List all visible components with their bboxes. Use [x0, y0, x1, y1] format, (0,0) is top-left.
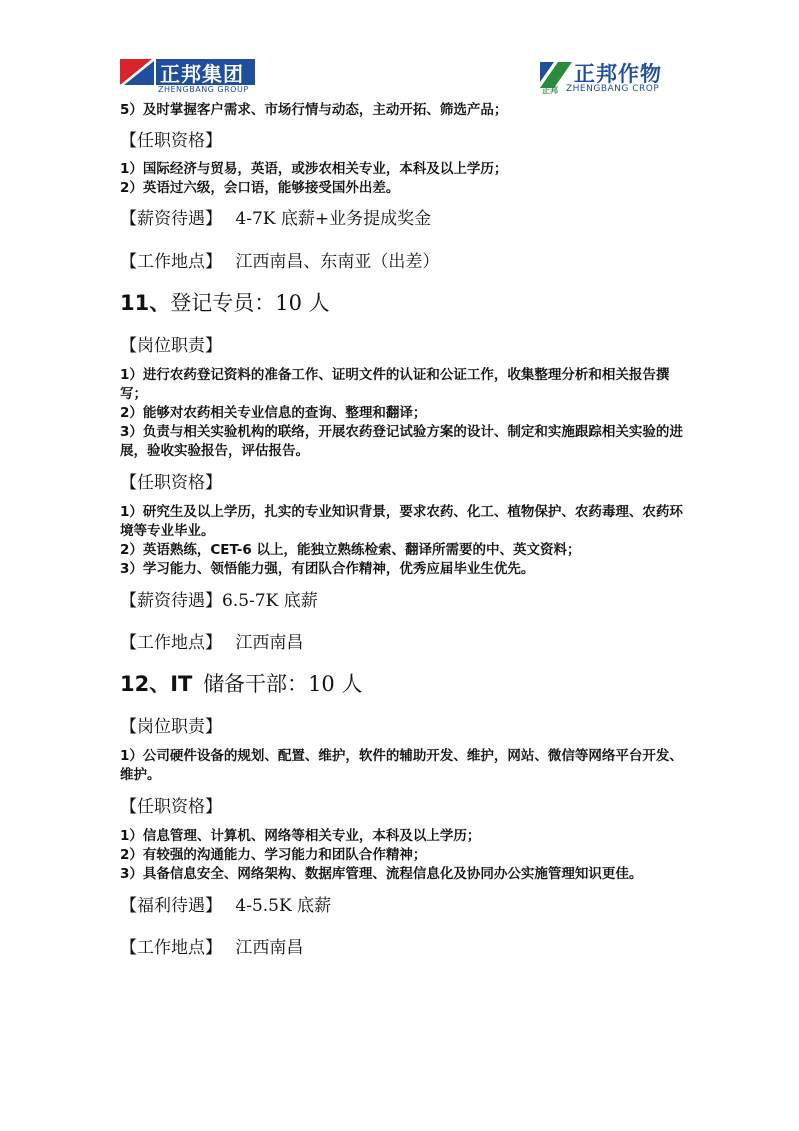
job12-number: 12、IT: [120, 672, 193, 696]
job11-number: 11、: [120, 291, 171, 315]
list-item: 1）信息管理、计算机、网络等相关专业，本科及以上学历；: [120, 828, 481, 844]
job12-title: 储备干部：: [203, 672, 309, 696]
job11-count: 10 人: [275, 291, 330, 315]
job12-location-row: [120, 936, 690, 960]
job12-duty-label: 【岗位职责】: [120, 717, 222, 737]
job12-qual-label: 【任职资格】: [120, 797, 222, 817]
job11-duty-list: [120, 366, 690, 461]
job11-salary-label: 【薪资待遇】: [120, 591, 222, 611]
job12-location-value: 江西南昌: [235, 938, 304, 958]
list-item: 3）学习能力、领悟能力强，有团队合作精神，优秀应届毕业生优先。: [120, 561, 535, 577]
job12-count: 10 人: [308, 672, 363, 696]
page-content: [120, 98, 690, 960]
job12-duty-list: [120, 747, 690, 785]
job12-heading: [120, 669, 690, 699]
list-item: 2）英语过六级，会口语，能够接受国外出差。: [120, 180, 400, 196]
job10-qual-label: 【任职资格】: [120, 131, 222, 151]
logo-left-cn: 正邦集团: [160, 62, 244, 86]
job10-salary-label: 【薪资待遇】: [120, 209, 222, 229]
job11-duty-label: 【岗位职责】: [120, 336, 222, 356]
list-item: 3）负责与相关实验机构的联络，开展农药登记试验方案的设计、制定和实施跟踪相关实验的进展，验收实验报告，评估报告。: [120, 424, 683, 459]
list-item: 1）进行农药登记资料的准备工作、证明文件的认证和公证工作，收集整理分析和相关报告撰写；: [120, 367, 670, 402]
job10-location-value: 江西南昌、东南亚（出差）: [235, 252, 440, 272]
logo-left-en: ZHENGBANG GROUP: [158, 85, 249, 94]
job12-salary-value: 4-5.5K 底薪: [235, 896, 332, 916]
job11-title: 登记专员：: [170, 291, 276, 315]
job12-location-label: 【工作地点】: [120, 938, 222, 958]
list-item: 2）英语熟练，CET-6 以上，能独立熟练检索、翻译所需要的中、英文资料；: [120, 542, 581, 558]
job12-salary-label: 【福利待遇】: [120, 896, 222, 916]
job11-location-row: [120, 631, 690, 655]
list-item: 2）有较强的沟通能力、学习能力和团队合作精神；: [120, 847, 427, 863]
list-item: 2）能够对农药相关专业信息的查询、整理和翻译；: [120, 405, 427, 421]
job11-location-value: 江西南昌: [235, 633, 304, 653]
job11-salary-value: 6.5-7K 底薪: [222, 591, 318, 611]
logo-right-small-cn: 正邦: [542, 86, 558, 95]
list-item: 1）国际经济与贸易，英语，或涉农相关专业，本科及以上学历；: [120, 161, 508, 177]
list-item: 1）公司硬件设备的规划、配置、维护，软件的辅助开发、维护，网站、微信等网络平台开发、维护。: [120, 748, 683, 783]
top-duty-line: 5）及时掌握客户需求、市场行情与动态，主动开拓、筛选产品；: [120, 102, 508, 118]
list-item: 3）具备信息安全、网络架构、数据库管理、流程信息化及协同办公实施管理知识更佳。: [120, 866, 643, 882]
job11-salary-row: [120, 589, 690, 613]
job11-qual-label: 【任职资格】: [120, 473, 222, 493]
job10-location-label: 【工作地点】: [120, 252, 222, 272]
logo-right-en: ZHENGBANG CROP: [566, 84, 660, 94]
job10-qual-list: [120, 160, 690, 198]
list-item: 1）研究生及以上学历，扎实的专业知识背景，要求农药、化工、植物保护、农药毒理、农药环境等专业毕业。: [120, 504, 683, 539]
logo-right-cn: 正邦作物: [574, 62, 662, 86]
zhengbang-group-logo: [120, 55, 255, 93]
job10-location-row: [120, 250, 690, 274]
job10-salary-row: [120, 207, 690, 231]
job11-location-label: 【工作地点】: [120, 633, 222, 653]
job10-salary-value: 4-7K 底薪+业务提成奖金: [235, 209, 432, 229]
job12-qual-list: [120, 827, 690, 884]
job11-heading: [120, 288, 690, 318]
zhengbang-crop-logo: [540, 58, 685, 94]
job12-salary-row: [120, 894, 690, 918]
job11-qual-list: [120, 503, 690, 579]
